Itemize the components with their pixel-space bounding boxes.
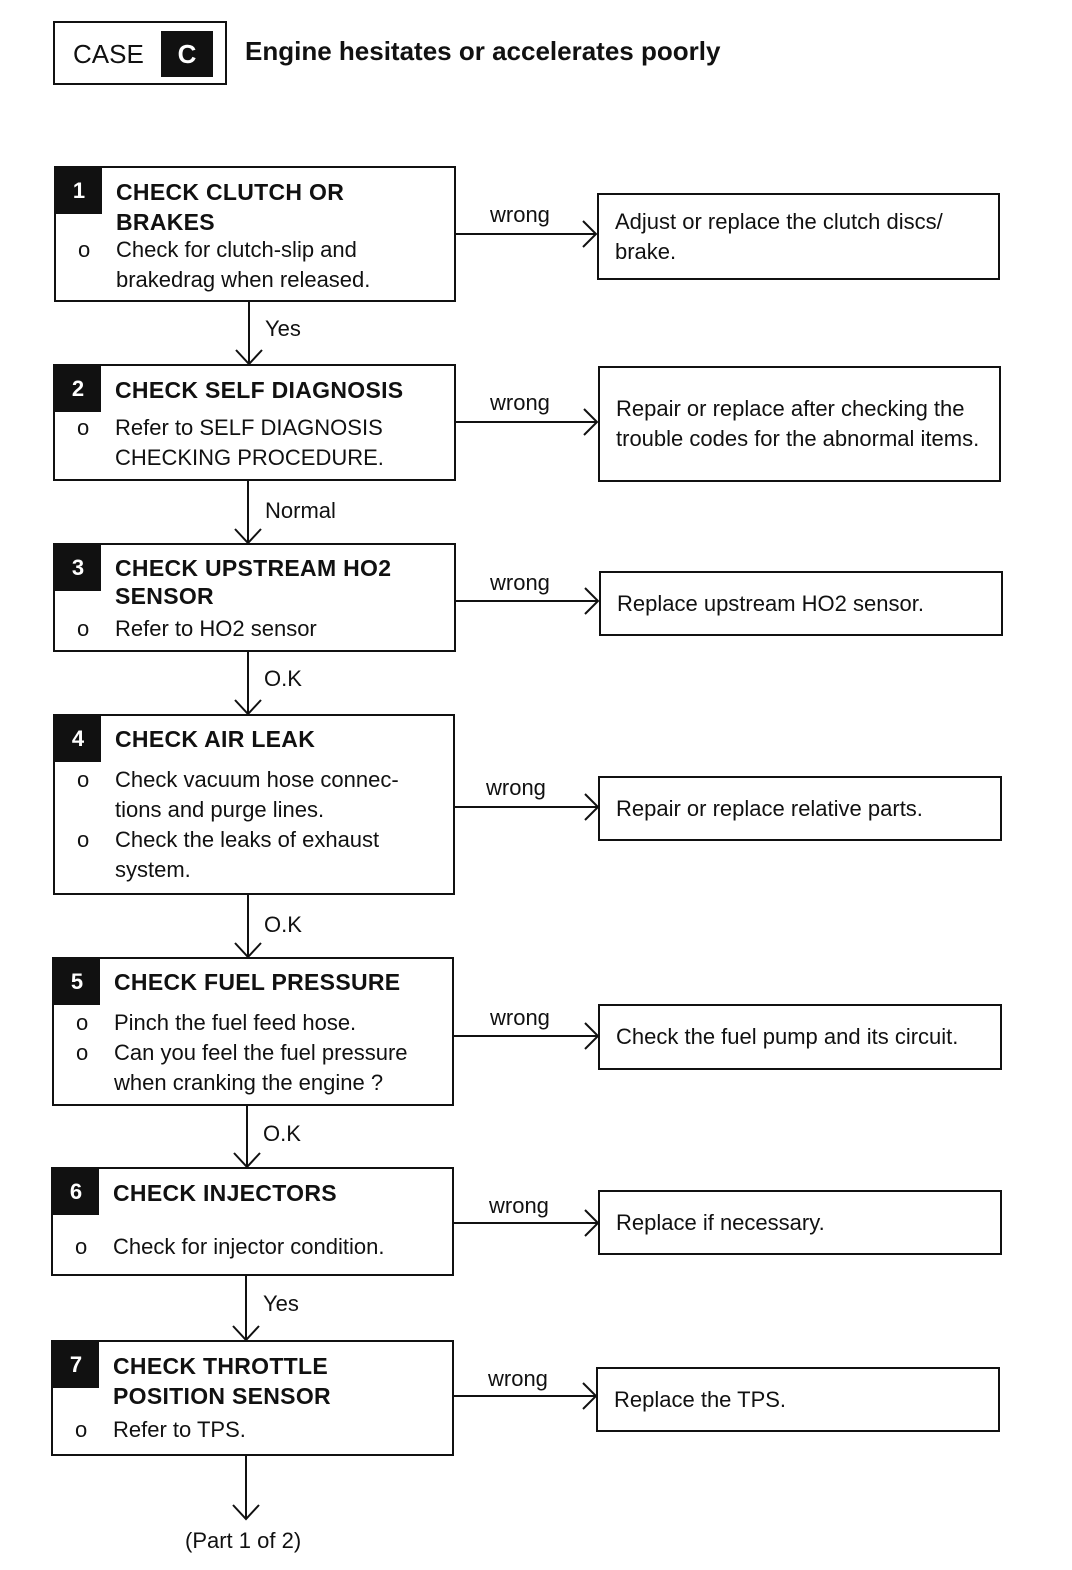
step-2-wrong-label: wrong (490, 390, 550, 415)
step-5-wrong-label: wrong (490, 1005, 550, 1030)
step-6-item-1-text: Check for injector condition. (113, 1234, 385, 1259)
step-6-title: CHECK INJECTORS (113, 1180, 337, 1206)
step-7-wrong-label: wrong (488, 1366, 548, 1391)
case-letter: C (161, 31, 213, 77)
step-1-item-1-text: Check for clutch-slip and brakedrag when released. (116, 237, 371, 292)
step-4-title: CHECK AIR LEAK (115, 726, 316, 752)
step-4-result: Repair or replace relative parts. (598, 776, 1002, 841)
step-2-item-1 (77, 413, 384, 470)
step-3-next-label: O.K (264, 666, 302, 691)
step-6-box (51, 1167, 454, 1276)
step-2-number: 2 (55, 366, 101, 412)
step-1-box (54, 166, 456, 302)
step-5-next-label: O.K (263, 1121, 301, 1146)
step-6-next-label: Yes (263, 1291, 299, 1316)
bullet: o (76, 1040, 89, 1065)
step-5-result: Check the fuel pump and its circuit. (598, 1004, 1002, 1070)
bullet: o (76, 1010, 89, 1035)
bullet: o (77, 616, 90, 641)
step-5-item-1-text: Pinch the fuel feed hose. (114, 1010, 357, 1035)
step-4-item-1-text: Check vacuum hose connec-tions and purge lines. (115, 767, 399, 822)
bullet: o (78, 237, 91, 262)
step-3-item-1 (77, 614, 317, 644)
bullet: o (77, 827, 90, 852)
step-2-box (53, 364, 456, 481)
step-4-number: 4 (55, 716, 101, 762)
step-5-title: CHECK FUEL PRESSURE (114, 969, 401, 995)
step-7-item-1-text: Refer to TPS. (113, 1417, 246, 1442)
step-4-item-1 (77, 765, 399, 822)
step-1-next-label: Yes (265, 316, 301, 341)
step-1-title: CHECK CLUTCH OR BRAKES (116, 179, 345, 235)
step-3-item-1-text: Refer to HO2 sensor (115, 616, 317, 641)
step-5-item-2-text: Can you feel the fuel pressure when cranking the engine ? (114, 1040, 408, 1095)
step-4-item-2 (77, 825, 380, 882)
step-3-result: Replace upstream HO2 sensor. (599, 571, 1003, 636)
step-3-box (53, 543, 456, 652)
step-2-title: CHECK SELF DIAGNOSIS (115, 377, 404, 403)
step-5-box (52, 957, 454, 1106)
step-7-title: CHECK THROTTLE POSITION SENSOR (113, 1353, 331, 1409)
step-6-item-1 (75, 1232, 385, 1262)
step-5-number: 5 (54, 959, 100, 1005)
footer-part-label: (Part 1 of 2) (185, 1528, 302, 1553)
step-7-box (51, 1340, 454, 1456)
step-2-result: Repair or replace after checking the trouble codes for the abnormal items. (598, 366, 1001, 482)
step-1-wrong-label: wrong (490, 202, 550, 227)
step-1-result: Adjust or replace the clutch discs/ brake. (597, 193, 1000, 280)
bullet: o (75, 1234, 88, 1259)
step-4-box (53, 714, 455, 895)
step-6-result: Replace if necessary. (598, 1190, 1002, 1255)
step-7-number: 7 (53, 1342, 99, 1388)
step-6-number: 6 (53, 1169, 99, 1215)
step-3-title: CHECK UPSTREAM HO2 SENSOR (115, 555, 392, 609)
step-7-result: Replace the TPS. (596, 1367, 1000, 1432)
step-2-item-1-text: Refer to SELF DIAGNOSIS CHECKING PROCEDURE. (115, 415, 384, 470)
step-4-next-label: O.K (264, 912, 302, 937)
step-2-next-label: Normal (265, 498, 336, 523)
page-title: Engine hesitates or accelerates poorly (245, 36, 721, 66)
step-4-wrong-label: wrong (486, 775, 546, 800)
step-5-item-1 (76, 1008, 357, 1038)
step-1-number: 1 (56, 168, 102, 214)
step-5-item-2 (76, 1038, 408, 1095)
bullet: o (75, 1417, 88, 1442)
bullet: o (77, 767, 90, 792)
step-3-number: 3 (55, 545, 101, 591)
bullet: o (77, 415, 90, 440)
step-6-wrong-label: wrong (489, 1193, 549, 1218)
case-label: CASE (73, 39, 144, 69)
step-7-item-1 (75, 1415, 246, 1445)
step-4-item-2-text: Check the leaks of exhaust system. (115, 827, 380, 882)
step-3-wrong-label: wrong (490, 570, 550, 595)
step-1-item-1 (78, 235, 371, 292)
